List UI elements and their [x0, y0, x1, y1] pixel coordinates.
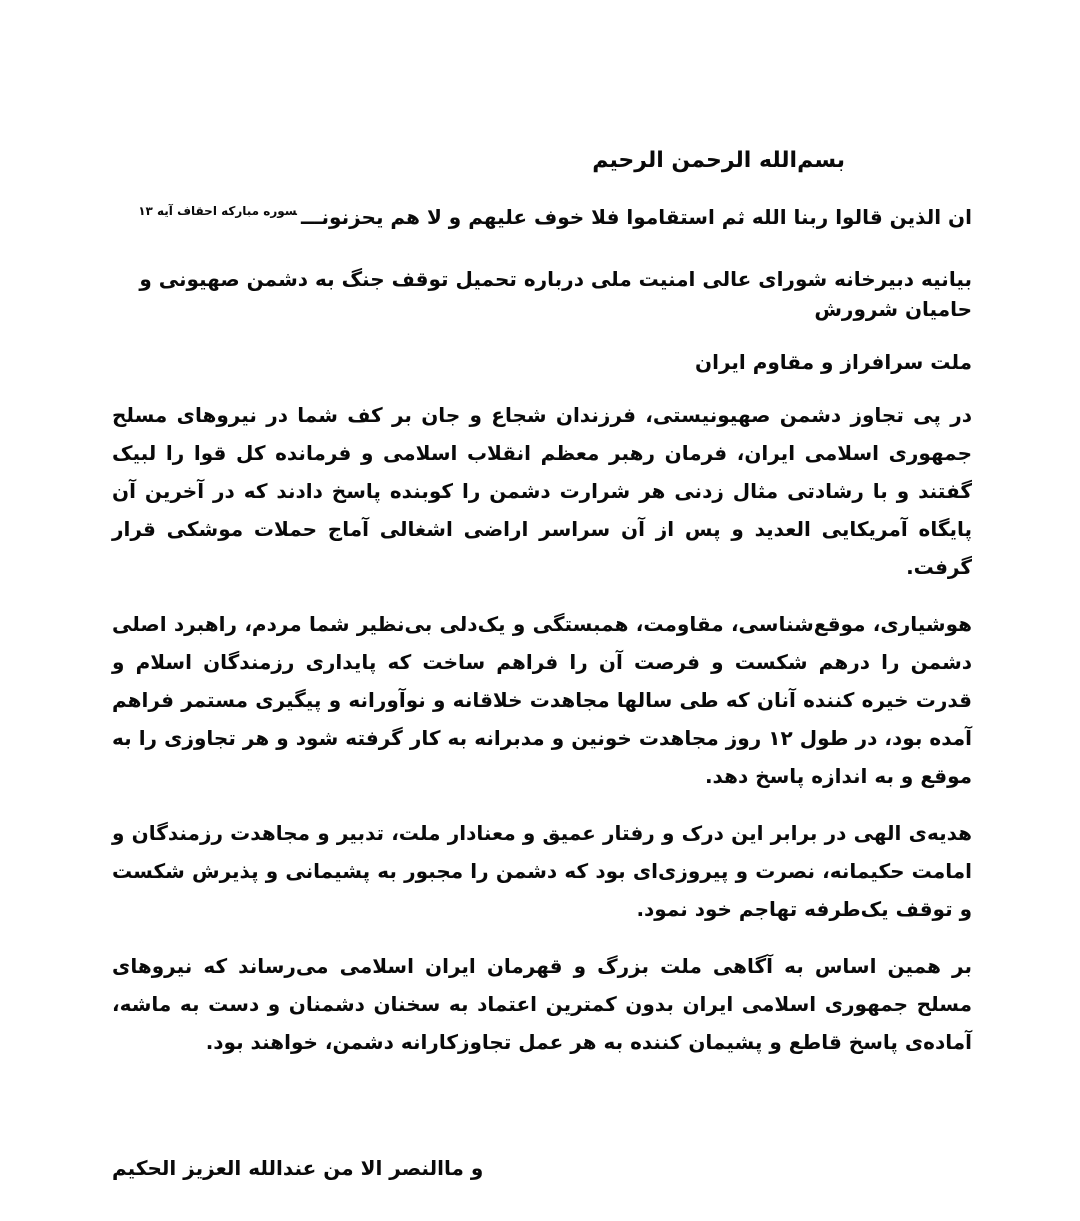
statement-title: بیانیه دبیرخانه شورای عالی امنیت ملی درباره تحمیل توقف جنگ به دشمن صهیونی و حامیان شرورش	[139, 267, 972, 321]
paragraph-2: هوشیاری، موقع‌شناسی، مقاومت، همبستگی و یک‌دلی بی‌نظیر شما مردم، راهبرد اصلی دشمن را درهم شکست و فرصت آن را فراهم ساخت که پایداری رزمندگان اسلام و قدرت خیره کننده آنان که طی سالها مجاهدت خلاقانه و نوآورانه و پیگیری مستمر فراهم آمده بود، در طول ۱۲ روز مجاهدت خونین و مدبرانه به کار گرفته شود و هر تجاوزی را به موقع و به اندازه پاسخ دهد.	[112, 612, 972, 788]
verse-citation: سوره مبارکه احقاف آیه ۱۳	[138, 204, 298, 218]
paragraph-4: بر همین اساس به آگاهی ملت بزرگ و قهرمان ایران اسلامی می‌رساند که نیروهای مسلح جمهوری اسلامی ایران بدون کمترین اعتماد به سخنان دشمنان و دست به ماشه، آماده‌ی پاسخ قاطع و پشیمان کننده به هر عمل تجاوزکارانه دشمن، خواهند بود.	[112, 954, 972, 1054]
paragraph-1: در پی تجاوز دشمن صهیونیستی، فرزندان شجاع و جان بر کف شما در نیروهای مسلح جمهوری اسلامی ایران، فرمان رهبر معظم انقلاب اسلامی و فرمانده کل قوا را لبیک گفتند و با رشادتی مثال زدنی هر شرارت دشمن را کوبنده پاسخ دادند که در آخرین آن پایگاه آمریکایی العدید و پس از آن سراسر اراضی اشغالی آماج حملات موشکی قرار گرفت.	[112, 403, 972, 579]
paragraph-3: هدیه‌ی الهی در برابر این درک و رفتار عمیق و معنادار ملت، تدبیر و مجاهدت رزمندگان و امامت حکیمانه، نصرت و پیروزی‌ای بود که دشمن را مجبور به پشیمانی و پذیرش شکست و توقف یک‌طرفه تهاجم خود نمود.	[112, 821, 972, 921]
closing-line: و ماالنصر الا من عندالله العزیز الحکیم	[112, 1156, 484, 1180]
quran-verse-text: ان الذین قالوا ربنا الله ثم استقاموا فلا خوف علیهم و لا هم یحزنون	[321, 205, 972, 229]
salutation-line: ملت سرافراز و مقاوم ایران	[695, 350, 972, 374]
bismillah-heading: بسم‌الله الرحمن الرحیم	[592, 148, 845, 173]
quran-verse-line	[112, 202, 972, 235]
verse-dash: ـــ	[301, 205, 322, 229]
